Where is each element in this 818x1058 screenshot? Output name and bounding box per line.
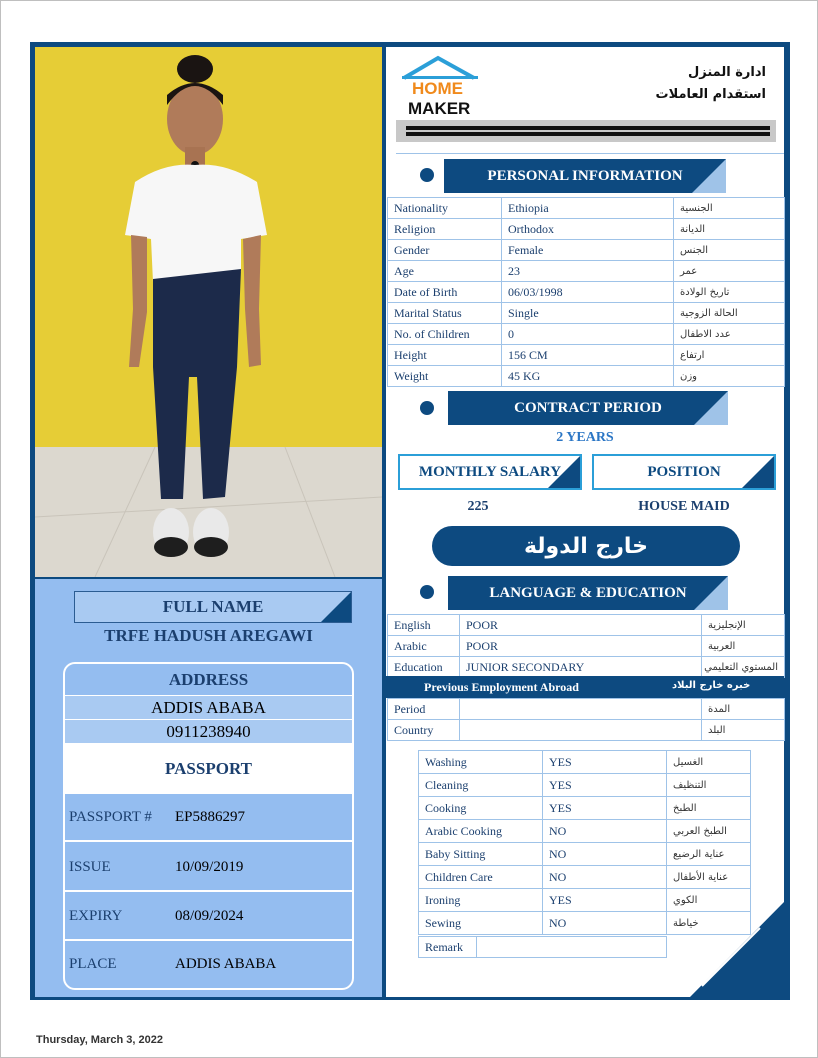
address-label: ADDRESS [65, 664, 352, 696]
skill-label-arabic: الطبخ [667, 797, 751, 820]
passport-field-label: PASSPORT # [69, 808, 152, 825]
header-divider [396, 120, 776, 142]
table-row [388, 282, 785, 303]
header-corner-triangle [548, 456, 580, 488]
field-label-arabic: الجنسية [674, 198, 785, 219]
monthly-salary-label: MONTHLY SALARY [418, 463, 562, 480]
passport-field-value: 08/09/2024 [175, 907, 244, 924]
fullname-header [74, 591, 352, 623]
personal-info-header [444, 159, 726, 193]
field-label-arabic: المدة [702, 699, 785, 720]
passport-row-number [65, 794, 352, 842]
agency-arabic-line2: استقدام العاملات [655, 87, 766, 102]
personal-info-title: PERSONAL INFORMATION [487, 167, 683, 184]
field-label: Weight [388, 366, 502, 387]
field-label: No. of Children [388, 324, 502, 345]
section-bullet [420, 168, 434, 182]
previous-employment-title-arabic: خبره خارج البلاد [672, 680, 751, 691]
passport-field-label: ISSUE [69, 858, 111, 875]
table-row [419, 751, 751, 774]
field-value: POOR [460, 636, 702, 657]
field-label: Period [388, 699, 460, 720]
remark-table [418, 936, 667, 958]
candidate-photo [35, 47, 382, 577]
skill-label-arabic: الغسيل [667, 751, 751, 774]
remark-value [477, 937, 667, 958]
field-value: 45 KG [502, 366, 674, 387]
passport-label: PASSPORT [65, 744, 352, 794]
field-label: Date of Birth [388, 282, 502, 303]
table-row [419, 937, 667, 958]
skill-label: Sewing [419, 912, 543, 935]
field-label-arabic: عدد الاطفال [674, 324, 785, 345]
field-label-arabic: العربية [702, 636, 785, 657]
field-label-arabic: الإنجليزية [702, 615, 785, 636]
home-maker-logo [398, 54, 488, 118]
header-corner-triangle [742, 456, 774, 488]
field-label: Height [388, 345, 502, 366]
table-row [388, 720, 785, 741]
field-value: Ethiopia [502, 198, 674, 219]
skill-value: YES [543, 797, 667, 820]
skill-value: YES [543, 774, 667, 797]
field-label-arabic: الديانة [674, 219, 785, 240]
agency-arabic-line1: ادارة المنزل [688, 65, 766, 80]
field-value: 0 [502, 324, 674, 345]
field-value [460, 720, 702, 741]
address-card [63, 662, 354, 990]
header-corner-triangle [692, 159, 726, 193]
table-row [388, 345, 785, 366]
passport-field-value: ADDIS ABABA [175, 955, 277, 972]
field-label-arabic: الجنس [674, 240, 785, 261]
field-label: Marital Status [388, 303, 502, 324]
header-corner-triangle [321, 592, 351, 622]
field-label-arabic: تاريخ الولادة [674, 282, 785, 303]
field-label: Education [388, 657, 460, 678]
field-value: 06/03/1998 [502, 282, 674, 303]
previous-employment-header [386, 676, 784, 698]
field-label: Nationality [388, 198, 502, 219]
skill-label-arabic: خياطة [667, 912, 751, 935]
position-value: HOUSE MAID [638, 499, 730, 514]
table-row [388, 657, 785, 678]
skill-label-arabic: الطبخ العربي [667, 820, 751, 843]
table-row [388, 261, 785, 282]
field-value [460, 699, 702, 720]
table-row [388, 615, 785, 636]
header-corner-triangle [694, 576, 728, 610]
field-label: Religion [388, 219, 502, 240]
field-label-arabic: البلد [702, 720, 785, 741]
table-row [388, 699, 785, 720]
skill-label: Baby Sitting [419, 843, 543, 866]
language-education-title: LANGUAGE & EDUCATION [489, 584, 687, 601]
field-label: English [388, 615, 460, 636]
header-rule [396, 153, 784, 154]
language-table [387, 614, 785, 678]
field-label: Gender [388, 240, 502, 261]
section-bullet [420, 401, 434, 415]
contract-period-title: CONTRACT PERIOD [514, 399, 662, 416]
field-value: POOR [460, 615, 702, 636]
table-row [388, 198, 785, 219]
logo-text-home: HOME [412, 79, 463, 98]
table-row [388, 324, 785, 345]
skill-label: Cleaning [419, 774, 543, 797]
passport-field-value: EP5886297 [175, 808, 246, 825]
field-label: Country [388, 720, 460, 741]
table-row [419, 820, 751, 843]
table-row [388, 366, 785, 387]
skill-value: NO [543, 866, 667, 889]
fullname-label: FULL NAME [162, 597, 264, 616]
previous-employment-title: Previous Employment Abroad [424, 680, 579, 694]
skill-label: Cooking [419, 797, 543, 820]
logo-text-maker: MAKER [408, 99, 471, 118]
field-value: Female [502, 240, 674, 261]
field-label-arabic: عمر [674, 261, 785, 282]
field-label-arabic: وزن [674, 366, 785, 387]
contract-period-value: 2 YEARS [556, 430, 614, 445]
remark-label: Remark [419, 937, 477, 958]
position-label: POSITION [647, 463, 721, 480]
skill-label: Washing [419, 751, 543, 774]
skill-label-arabic: الكوي [667, 889, 751, 912]
skill-label: Ironing [419, 889, 543, 912]
monthly-salary-value: 225 [467, 499, 489, 514]
skill-label: Children Care [419, 866, 543, 889]
passport-row-place [65, 940, 352, 988]
work-location-badge: خارج الدولة [432, 526, 740, 566]
table-row [388, 219, 785, 240]
previous-employment-table [387, 698, 785, 741]
field-label-arabic: المستوي التعليمي [702, 657, 785, 678]
field-value: JUNIOR SECONDARY [460, 657, 702, 678]
table-row [388, 240, 785, 261]
table-row [388, 636, 785, 657]
table-row [419, 797, 751, 820]
field-value: Orthodox [502, 219, 674, 240]
passport-field-label: PLACE [69, 955, 117, 972]
table-row [419, 866, 751, 889]
personal-info-table [387, 197, 785, 387]
table-row [388, 303, 785, 324]
divider-bar [406, 126, 770, 130]
header-corner-triangle [694, 391, 728, 425]
passport-field-value: 10/09/2019 [175, 858, 244, 875]
agency-arabic-title [640, 62, 766, 106]
field-label: Age [388, 261, 502, 282]
address-city: ADDIS ABABA [65, 696, 352, 720]
field-label-arabic: ارتفاع [674, 345, 785, 366]
skill-label-arabic: عناية الأطفال [667, 866, 751, 889]
skill-value: YES [543, 889, 667, 912]
print-date: Thursday, March 3, 2022 [36, 1034, 163, 1046]
passport-row-issue [65, 844, 352, 892]
skill-label: Arabic Cooking [419, 820, 543, 843]
passport-row-expiry [65, 893, 352, 941]
contract-period-header [448, 391, 728, 425]
field-value: 23 [502, 261, 674, 282]
table-row [419, 843, 751, 866]
divider-bar [406, 132, 770, 136]
address-phone: 0911238940 [65, 720, 352, 744]
monthly-salary-header [398, 454, 582, 490]
table-row [419, 774, 751, 797]
field-label: Arabic [388, 636, 460, 657]
skill-label-arabic: التنظيف [667, 774, 751, 797]
field-value: Single [502, 303, 674, 324]
skill-value: NO [543, 820, 667, 843]
skill-label-arabic: عناية الرضيع [667, 843, 751, 866]
skill-value: NO [543, 843, 667, 866]
passport-field-label: EXPIRY [69, 907, 123, 924]
field-label-arabic: الحالة الزوجية [674, 303, 785, 324]
field-value: 156 CM [502, 345, 674, 366]
skill-value: YES [543, 751, 667, 774]
position-header [592, 454, 776, 490]
fullname-value: TRFE HADUSH AREGAWI [104, 626, 313, 645]
section-bullet [420, 585, 434, 599]
skill-value: NO [543, 912, 667, 935]
language-education-header [448, 576, 728, 610]
